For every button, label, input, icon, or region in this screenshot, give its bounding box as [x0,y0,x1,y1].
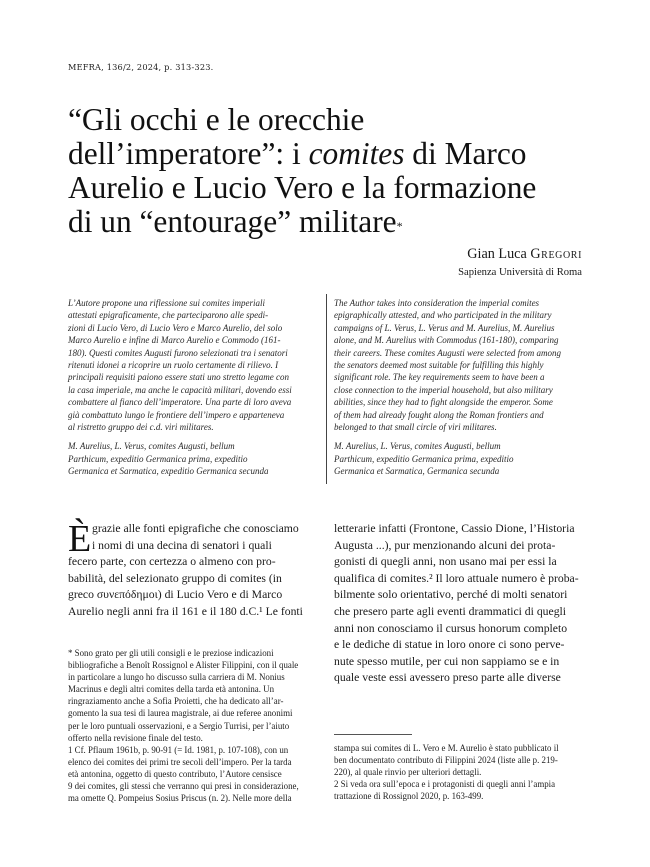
abstract-line: of them had already fought along the Roman frontiers and [334,409,544,420]
abstract-line: significant role. The key requirements seem to have been a [334,372,545,383]
title-line-1: “Gli occhi e le orecchie [68,102,365,137]
body-line: i nomi di una decina di senatori i quali [92,538,272,552]
keywords-english [334,440,582,477]
footnote-line: in particolare a lungo ho discusso sulla carriera di M. Nonius [68,672,285,683]
footnote-line: ringraziamento anche a Sofia Proietti, che ha dedicato all’ar- [68,696,284,707]
footnote-line: 1 Cf. Pflaum 1961b, p. 90-91 (= Id. 1981, p. 107-108), con un [68,744,289,755]
body-line: qualifica di comites.² Il loro attuale numero è proba- [334,571,579,585]
abstract-line: L’Autore propone una riflessione sui comites imperiali [68,298,265,308]
body-line: e le dediche di statue in loro onore ci sono perve- [334,638,565,652]
title-line-2a: dell’imperatore”: i [68,136,309,171]
abstract-line: abilities, since they had to fight alongside the emperor. Some [334,397,553,408]
keywords-line: Germanica et Sarmatica, expeditio Germanica secunda [68,466,269,477]
journal-reference: MEFRA, 136/2, 2024, p. 313-323. [68,62,214,72]
body-line: babilità, del selezionato gruppo di comites (in [68,571,282,585]
abstract-line: epigraphically attested, and who participated in the military [334,310,552,321]
keywords-line: M. Aurelius, L. Verus, comites Augusti, bellum [68,441,235,452]
abstract-english-text [334,297,582,433]
author-affiliation: Sapienza Università di Roma [458,267,582,278]
abstract-line: campaigns of L. Verus, L. Verus and M. Aurelius, M. Aurelius [334,322,555,333]
article-title [68,103,588,239]
abstract-line: zioni di Lucio Vero, di Lucio Vero e Marco Aurelio, del solo [68,322,283,333]
keywords-italian [68,440,315,477]
footnote-line: 220), al quale rinvio per ulteriori dettagli. [334,767,482,778]
keywords-line: Parthicum, expeditio Germanica prima, expeditio [68,453,248,464]
keywords-line: M. Aurelius, L. Verus, comites Augusti, bellum [334,441,501,452]
footnote-line: 9 dei comites, gli stessi che verranno qui presi in considerazione, [68,781,299,792]
abstract-line: Marco Aurelio e infine di Marco Aurelio e Commodo (161- [68,335,281,346]
abstract-line: principali requisiti paiono essere stati uno stretto legame con [68,372,289,383]
keywords-line: Parthicum, expeditio Germanica prima, expeditio [334,453,514,464]
footnote-line: gomento la sua tesi di laurea magistrale, ai due referee anonimi [68,708,293,719]
footnote-line: stampa sui comites di L. Vero e M. Aurelio è stato pubblicato il [334,743,559,753]
body-line: Aurelio negli anni fra il 161 e il 180 d.C.¹ Le fonti [68,604,303,618]
footnote-line: bibliografiche a Benoît Rossignol e Alister Filippini, con il quale [68,660,299,671]
footnote-line: età antonina, oggetto di questo contributo, l’Autore censisce [68,768,282,779]
body-line: nute spesso mutile, per cui non sappiamo se e in [334,654,560,668]
author-name [467,246,582,263]
footnote-line: elenco dei comites dei primi tre secoli dell’impero. Per la tarda [68,756,292,767]
footnote-line: ma omette Q. Pompeius Sosius Priscus (n. 2). Nelle more della [68,793,292,804]
abstract-column-divider [326,294,327,484]
abstract-line: The Author takes into consideration the imperial comites [334,298,540,308]
abstract-line: the senators deemed most suitable for fulfilling this highly [334,360,544,371]
abstract-line: attestati epigraficamente, che parteciparono alle spedi- [68,310,269,321]
body-line: bilmente solo orientativo, perché di molti senatori [334,588,568,602]
footnotes-left [68,647,316,804]
body-line: letterarie infatti (Frontone, Cassio Dione, l’Historia [334,522,575,535]
abstract-italian-text [68,297,315,433]
footnote-rule [334,734,412,735]
body-line: greco συνεπόδημοι) di Lucio Vero e di Marco [68,588,283,602]
footnotes-right [334,742,582,802]
footnote-line: trattazione di Rossignol 2020, p. 163-499. [334,791,484,802]
title-line-4: di un “entourage” militare [68,204,397,239]
abstract-italian [68,297,315,478]
title-line-2b: di Marco [404,136,527,171]
footnote-line: per le loro puntuali osservazioni, e a Sergio Turrisi, per l’aiuto [68,720,290,731]
abstract-line: close connection to the imperial household, but also military [334,384,553,395]
body-line: fecero parte, con certezza o almeno con pro- [68,555,276,569]
body-line: quale veste essi avessero preso parte alle diverse [334,671,561,685]
footnote-line: Macrinus e degli altri comites della tarda età antonina. Un [68,684,275,695]
abstract-line: combattere al fianco dell’imperatore. Una parte di loro aveva [68,397,292,408]
author-last-name: Gregori [530,246,582,262]
body-text-left [68,518,316,621]
body-line: che presero parte agli eventi drammatici di quegli [334,604,567,618]
abstract-line: their careers. These comites Augusti were selected from among [334,347,562,358]
title-footnote-marker: * [396,219,403,233]
footnote-line: 2 Si veda ora sull’epoca e i protagonisti di quegli anni l’ampia [334,779,556,790]
body-line: Augusta ...), pur menzionando alcuni dei prota- [334,538,556,552]
title-line-2-italic: comites [308,136,405,171]
keywords-line: Germanica et Sarmatica, Germanica secunda [334,466,500,477]
abstract-line: la casa imperiale, ma anche le capacità militari, dovendo essi [68,384,292,395]
footnote-line: offerto nella revisione finale del testo. [68,732,203,743]
abstract-line: già combattuto lungo le frontiere dell’impero e apparteneva [68,409,285,420]
abstract-line: belonged to that small circle of viri militares. [334,422,497,433]
title-line-3: Aurelio e Lucio Vero e la formazione [68,170,537,205]
footnote-line: ben documentato contributo di Filippini 2024 (liste alle p. 219- [334,755,558,766]
author-first-name: Gian Luca [467,246,531,262]
abstract-line: al ristretto gruppo dei c.d. viri militares. [68,422,214,433]
body-line: anni non conosciamo il cursus honorum completo [334,621,568,635]
abstract-english [334,297,582,478]
abstract-line: alone, and M. Aurelius with Commodus (161-180), comparing [334,335,559,346]
body-line: grazie alle fonti epigrafiche che conosciamo [92,522,299,535]
footnote-line: * Sono grato per gli utili consigli e le preziose indicazioni [68,648,274,658]
abstract-line: 180). Questi comites Augusti furono selezionati tra i senatori [68,347,288,358]
body-text-right [334,521,582,687]
drop-cap: È [68,518,92,560]
body-line: gonisti di quegli anni, non usano mai per essi la [334,555,557,569]
abstract-line: ritenuti idonei a ricoprire un ruolo certamente di rilievo. I [68,360,279,371]
